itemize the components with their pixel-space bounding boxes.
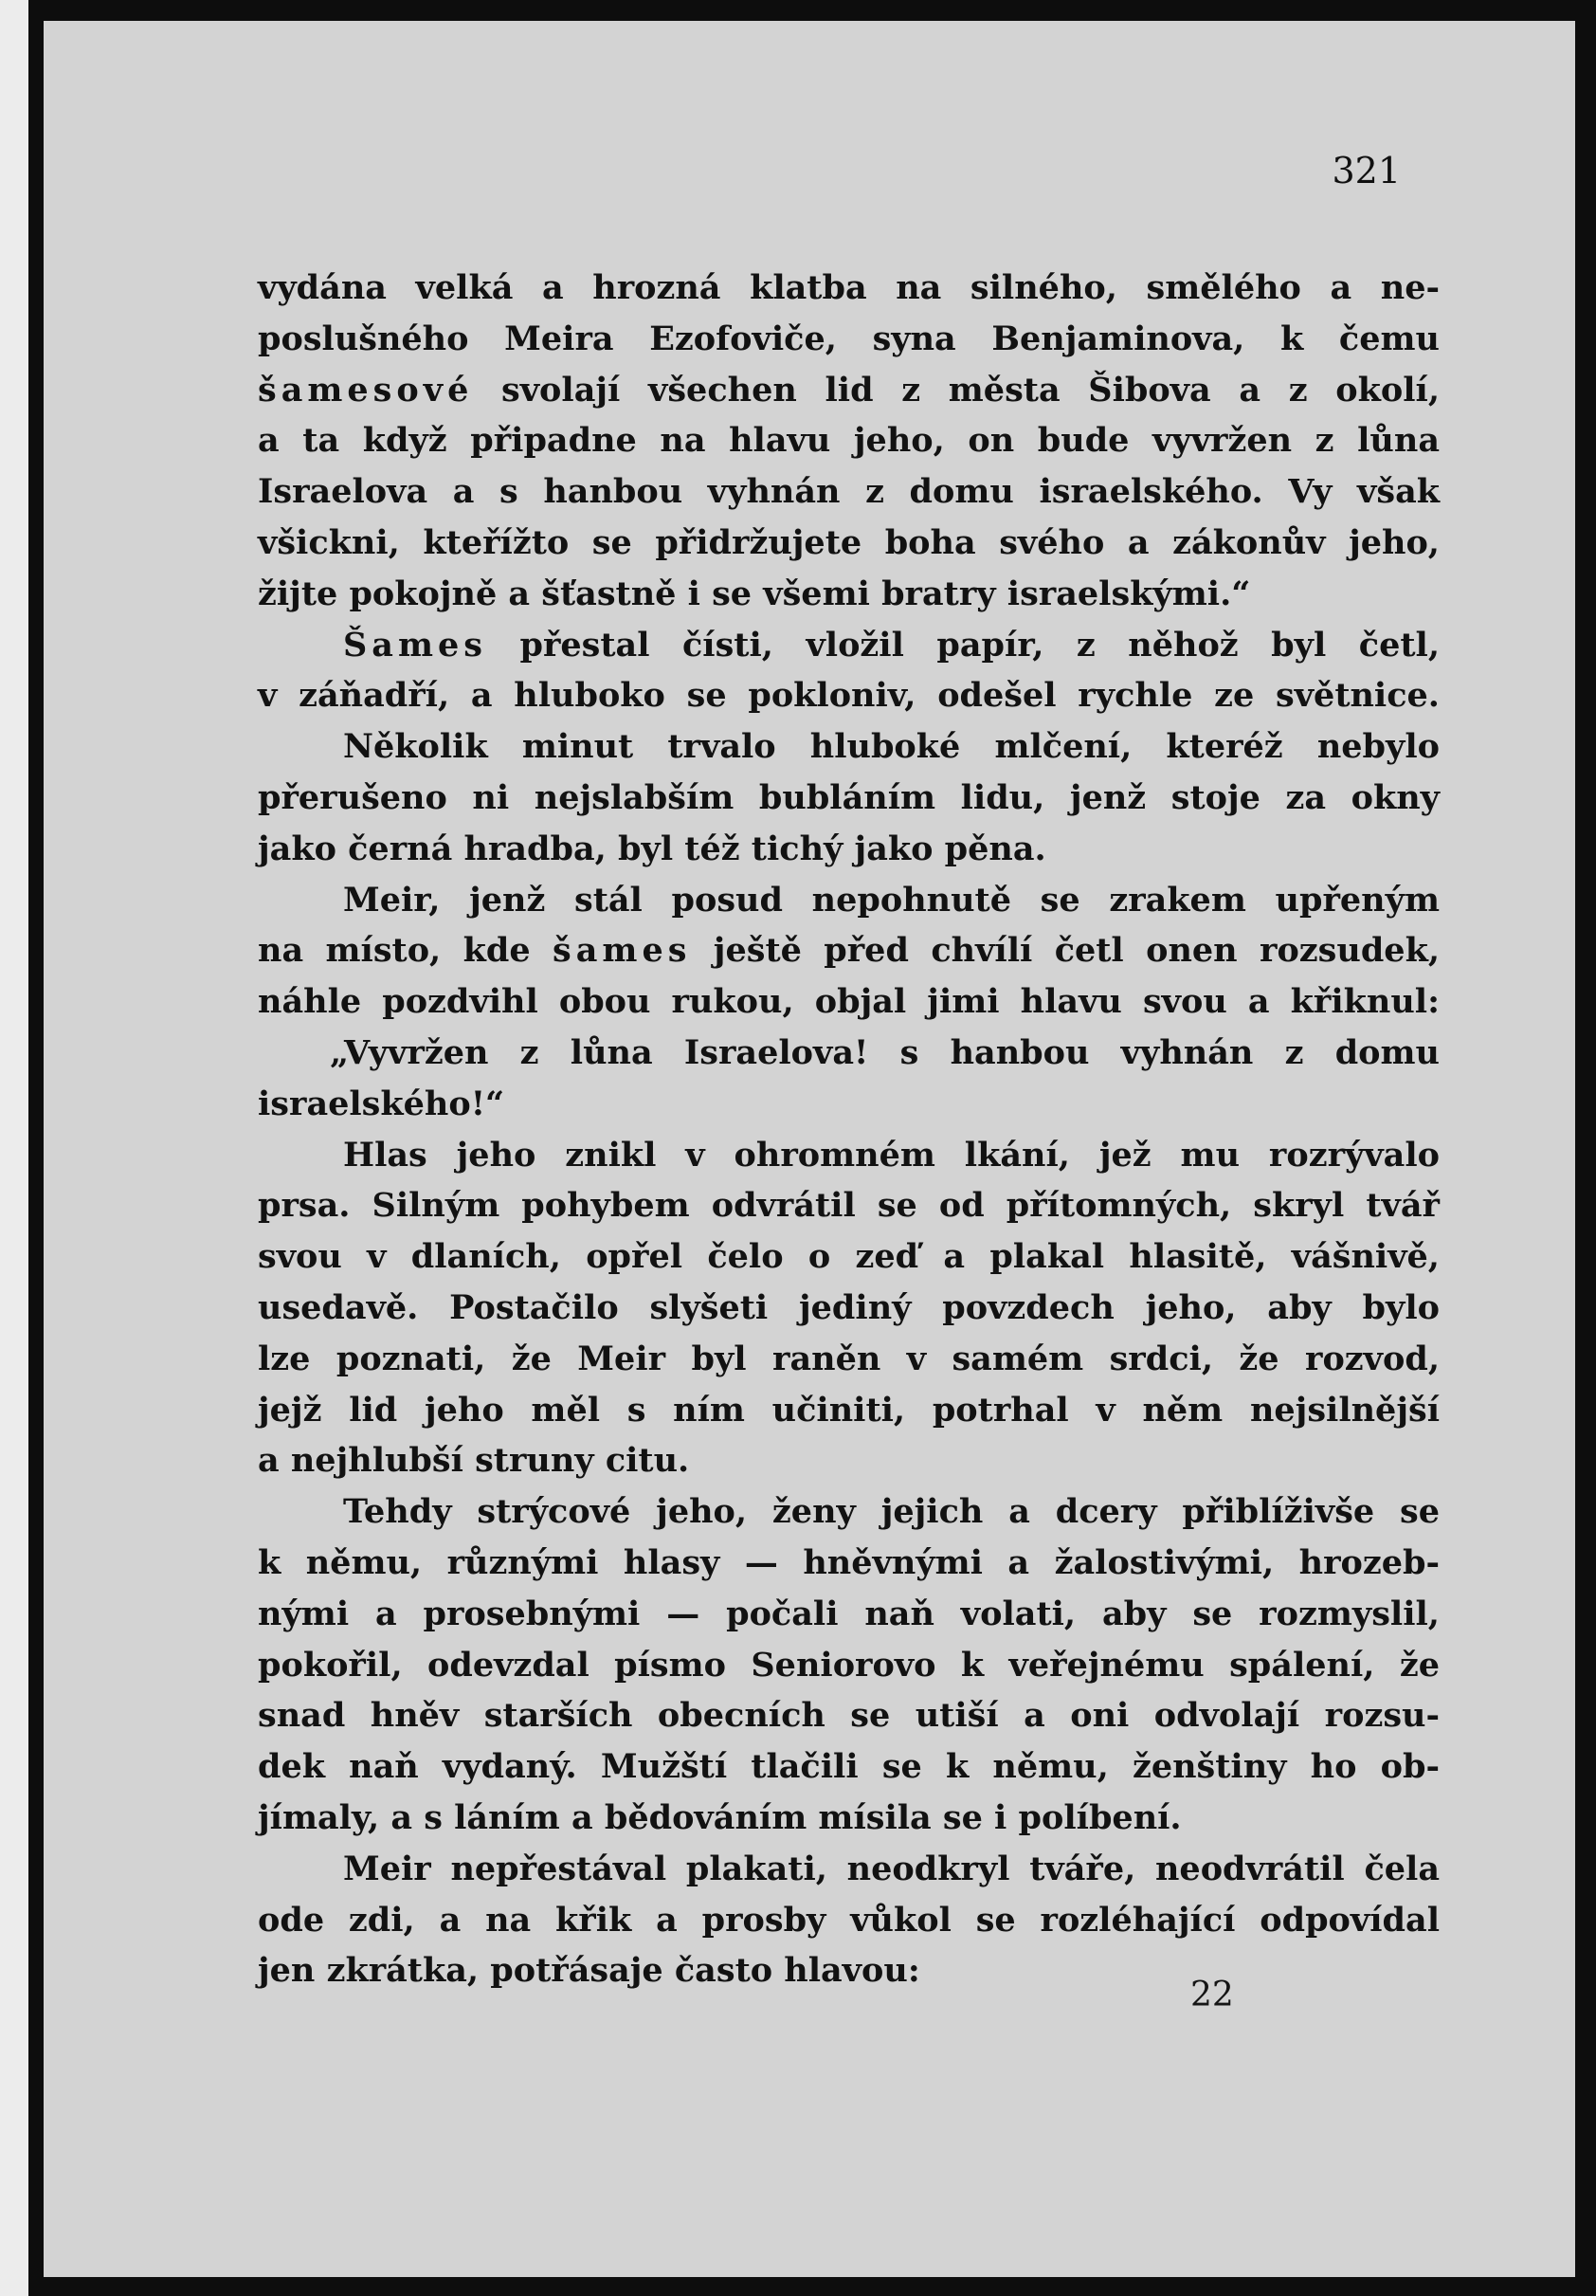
text-line: jako černá hradba, byl též tichý jako pěna. bbox=[258, 829, 1046, 868]
text-line: přerušeno ni nejslabším bubláním lidu, jenž stoje za okny bbox=[258, 777, 1440, 817]
book-page bbox=[44, 21, 1575, 2277]
text-line: snad hněv starších obecních se utiší a oni odvolají rozsu- bbox=[258, 1696, 1440, 1736]
text-line: jejž lid jeho měl s ním učiniti, potrhal v něm nejsilnější bbox=[258, 1390, 1440, 1430]
text-line: k němu, různými hlasy — hněvnými a žalostivými, hrozeb- bbox=[258, 1542, 1440, 1582]
text-line: všickni, kteřížto se přidržujete boha svého a zákonův jeho, bbox=[258, 522, 1440, 562]
text-line: Meir, jenž stál posud nepohnutě se zrakem upřeným bbox=[343, 880, 1440, 920]
text-line: usedavě. Postačilo slyšeti jediný povzdech jeho, aby bylo bbox=[258, 1287, 1440, 1327]
text-line: na místo, kde šames ještě před chvílí četl onen rozsudek, bbox=[258, 931, 1441, 971]
text-line: pokořil, odevzdal písmo Seniorovo k veřejnému spálení, že bbox=[258, 1645, 1440, 1685]
text-line: šamesové svolají všechen lid z města Šibova a z okolí, bbox=[258, 370, 1440, 410]
spaced-emphasis: šamesové bbox=[258, 370, 474, 410]
text-line: prsa. Silným pohybem odvrátil se od přítomných, skryl tvář bbox=[258, 1186, 1440, 1226]
text-line: Několik minut trvalo hluboké mlčení, kteréž nebylo bbox=[343, 727, 1440, 767]
page-number: 321 bbox=[1332, 150, 1401, 191]
text-line: svou v dlaních, opřel čelo o zeď a plakal hlasitě, vášnivě, bbox=[258, 1237, 1440, 1277]
body-text bbox=[258, 263, 1440, 1996]
text-line: ode zdi, a na křik a prosby vůkol se rozléhající odpovídal bbox=[258, 1900, 1440, 1940]
text-line: žijte pokojně a šťastně i se všemi bratry israelskými.“ bbox=[258, 574, 1251, 613]
spaced-emphasis: Šames bbox=[343, 625, 487, 665]
text-line: Hlas jeho znikl v ohromném lkání, jež mu rozrývalo bbox=[343, 1135, 1440, 1175]
text-line: Israelova a s hanbou vyhnán z domu israelského. Vy však bbox=[258, 472, 1440, 512]
text-line: náhle pozdvihl obou rukou, objal jimi hlavu svou a křiknul: bbox=[258, 982, 1440, 1022]
text-line: israelského!“ bbox=[258, 1084, 505, 1123]
text-line: Šames přestal čísti, vložil papír, z něhož byl četl, bbox=[343, 625, 1440, 665]
text-line: nými a prosebnými — počali naň volati, aby se rozmyslil, bbox=[258, 1594, 1440, 1633]
signature-mark: 22 bbox=[1190, 1976, 1234, 2014]
text-line: vydána velká a hrozná klatba na silného, smělého a ne- bbox=[258, 268, 1440, 307]
text-line: v záňadří, a hluboko se pokloniv, odešel rychle ze světnice. bbox=[258, 676, 1440, 716]
text-line: jen zkrátka, potřásaje často hlavou: bbox=[258, 1951, 920, 1991]
text-line: Meir nepřestával plakati, neodkryl tváře, neodvrátil čela bbox=[343, 1849, 1440, 1888]
spaced-emphasis: šames bbox=[553, 931, 692, 971]
text-line: jímaly, a s láním a bědováním mísila se i políbení. bbox=[258, 1797, 1182, 1837]
text-line: poslušného Meira Ezofoviče, syna Benjaminova, k čemu bbox=[258, 319, 1440, 358]
scan-margin-strip bbox=[0, 0, 28, 2296]
text-line: a nejhlubší struny citu. bbox=[258, 1441, 690, 1481]
text-line: Tehdy strýcové jeho, ženy jejich a dcery přiblíživše se bbox=[343, 1492, 1440, 1532]
text-line: dek naň vydaný. Mužští tlačili se k němu, ženštiny ho ob- bbox=[258, 1747, 1440, 1787]
text-line: lze poznati, že Meir byl raněn v samém srdci, že rozvod, bbox=[258, 1339, 1440, 1378]
text-line: a ta když připadne na hlavu jeho, on bude vyvržen z lůna bbox=[258, 421, 1440, 461]
text-line: „Vyvržen z lůna Israelova! s hanbou vyhnán z domu bbox=[330, 1032, 1440, 1072]
